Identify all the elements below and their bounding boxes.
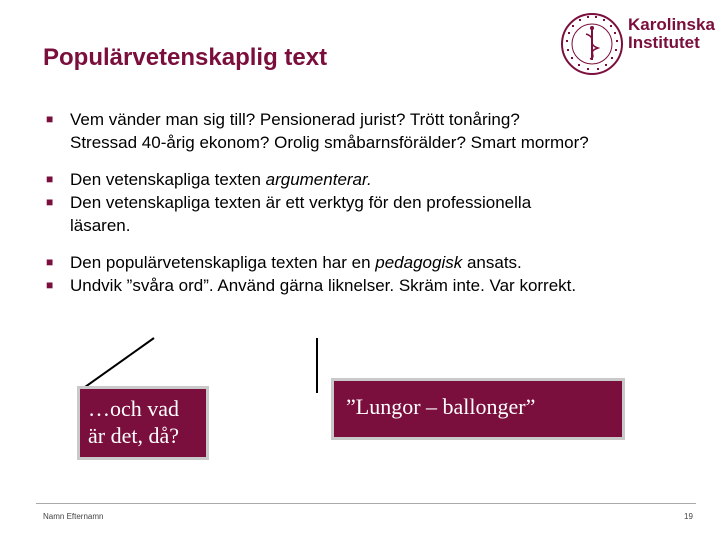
square-bullet-icon: ■: [46, 172, 54, 186]
page-number: 19: [684, 512, 693, 521]
bullet-audience: ■ Vem vänder man sig till? Pensionerad jurist? Trött tonåring? Stressad 40-årig ekonom? Orolig småbarnsförälder? Smart mormor?: [46, 110, 589, 152]
bullet-pedagogisk: ■ Den populärvetenskapliga texten har en pedagogisk ansats.: [46, 253, 522, 272]
footer-divider: [36, 503, 696, 504]
footer-author: Namn Efternamn: [43, 512, 104, 521]
square-bullet-icon: ■: [46, 112, 54, 126]
bullet-svara-ord: ■ Undvik ”svåra ord”. Använd gärna liknelser. Skräm inte. Var korrekt.: [46, 276, 577, 295]
square-bullet-icon: ■: [46, 195, 54, 209]
logo-wordmark: [628, 16, 715, 52]
bullet-verktyg: ■ Den vetenskapliga texten är ett verktyg för den professionella läsaren.: [46, 193, 532, 235]
square-bullet-icon: ■: [46, 255, 54, 269]
connector-diagonal: [78, 338, 154, 392]
logo-line-1: Karolinska: [628, 15, 715, 34]
bullet-argumenterar: ■ Den vetenskapliga texten argumenterar.: [46, 170, 372, 189]
callout-och-vad: …och vad är det, då?: [77, 386, 209, 460]
bullet-list: [46, 108, 706, 297]
square-bullet-icon: ■: [46, 278, 54, 292]
slide-title: Populärvetenskaplig text: [43, 44, 328, 71]
ki-seal-icon: [560, 12, 624, 76]
karolinska-logo: [560, 10, 715, 78]
logo-line-2: Institutet: [628, 33, 700, 52]
callout-lungor-ballonger: ”Lungor – ballonger”: [331, 378, 625, 440]
